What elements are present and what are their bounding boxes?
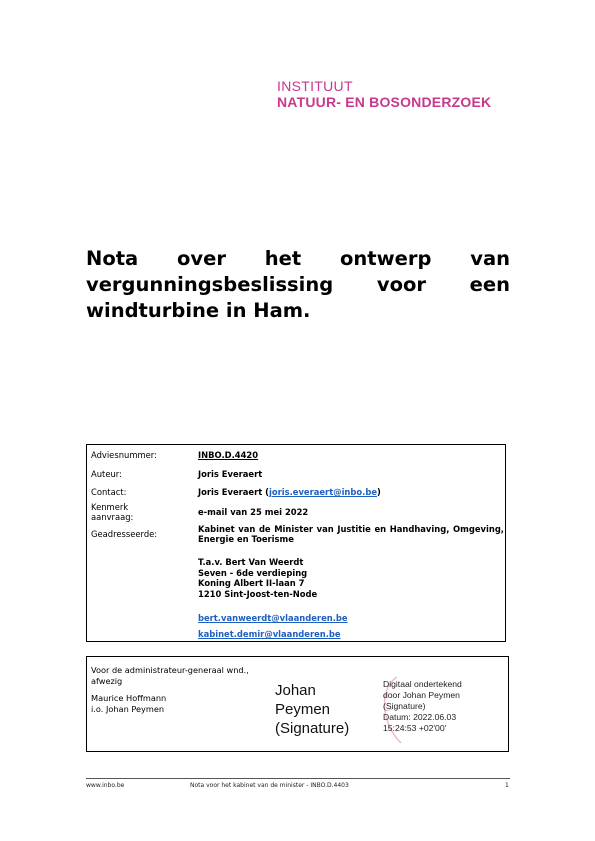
- signer-name-line-1: Johan: [275, 682, 316, 699]
- kenmerk-value: e-mail van 25 mei 2022: [198, 507, 309, 517]
- document-title: [86, 246, 510, 324]
- title-line-2: vergunningsbeslissing voor een: [86, 273, 510, 296]
- footer-doc-title: Nota voor het kabinet van de minister - INBO.D.4403: [190, 782, 349, 789]
- footer-divider: [86, 778, 510, 779]
- email-link-2[interactable]: kabinet.demir@vlaanderen.be: [198, 629, 341, 639]
- contact-name: Joris Everaert (: [198, 487, 269, 497]
- address-line-2: Koning Albert II-laan 7: [198, 578, 305, 588]
- contact-value: [198, 487, 504, 497]
- sig-left-line-2: afwezig: [91, 675, 123, 686]
- footer-website: www.inbo.be: [86, 782, 125, 789]
- geadresseerde-value: Kabinet van de Minister van Justitie en Handhaving, Omgeving, Energie en Toerisme: [198, 524, 504, 544]
- digital-signature-info: [383, 679, 462, 734]
- address-line-3: 1210 Sint-Joost-ten-Node: [198, 588, 318, 599]
- digital-line-3: (Signature): [383, 701, 426, 711]
- contact-email-link[interactable]: joris.everaert@inbo.be: [268, 487, 378, 497]
- sig-left-line-4: i.o. Johan Peymen: [91, 703, 165, 714]
- auteur-label: Auteur:: [91, 469, 122, 479]
- address-tav: T.a.v. Bert Van Weerdt: [198, 557, 304, 567]
- advice-info-box: [86, 444, 506, 642]
- kenmerk-label: Kenmerk aanvraag:: [91, 502, 134, 522]
- logo-line-2: NATUUR- EN BOSONDERZOEK: [277, 94, 492, 110]
- digital-line-1: Digitaal ondertekend: [383, 679, 462, 689]
- footer-page-number: 1: [505, 782, 509, 789]
- adviesnummer-value: INBO.D.4420: [198, 450, 259, 460]
- digital-line-2: door Johan Peymen: [383, 690, 460, 700]
- signature-left-text: [91, 665, 271, 714]
- inbo-logo: [277, 78, 491, 110]
- email-link-1[interactable]: bert.vanweerdt@vlaanderen.be: [198, 613, 348, 623]
- title-line-1: Nota over het ontwerp van: [86, 247, 510, 270]
- signer-name-line-3: (Signature): [275, 720, 350, 737]
- address-block: [198, 557, 504, 599]
- logo-line-1: INSTITUUT: [277, 78, 353, 94]
- address-line-1: Seven - 6de verdieping: [198, 567, 308, 578]
- contact-label: Contact:: [91, 487, 127, 497]
- adviesnummer-label: Adviesnummer:: [91, 450, 157, 460]
- signature-box: [86, 656, 509, 752]
- auteur-value: Joris Everaert: [198, 469, 263, 479]
- digital-line-4: Datum: 2022.06.03: [383, 712, 457, 722]
- digital-line-5: 15:24:53 +02'00': [383, 723, 447, 733]
- geadresseerde-label: Geadresseerde:: [91, 529, 158, 539]
- title-line-3: windturbine in Ham.: [86, 299, 311, 322]
- signer-name: [275, 681, 349, 738]
- contact-close: ): [377, 487, 381, 497]
- signer-name-line-2: Peymen: [275, 701, 331, 718]
- sig-left-line-1: Voor de administrateur-generaal wnd.,: [91, 665, 249, 675]
- sig-left-line-3: Maurice Hoffmann: [91, 693, 167, 703]
